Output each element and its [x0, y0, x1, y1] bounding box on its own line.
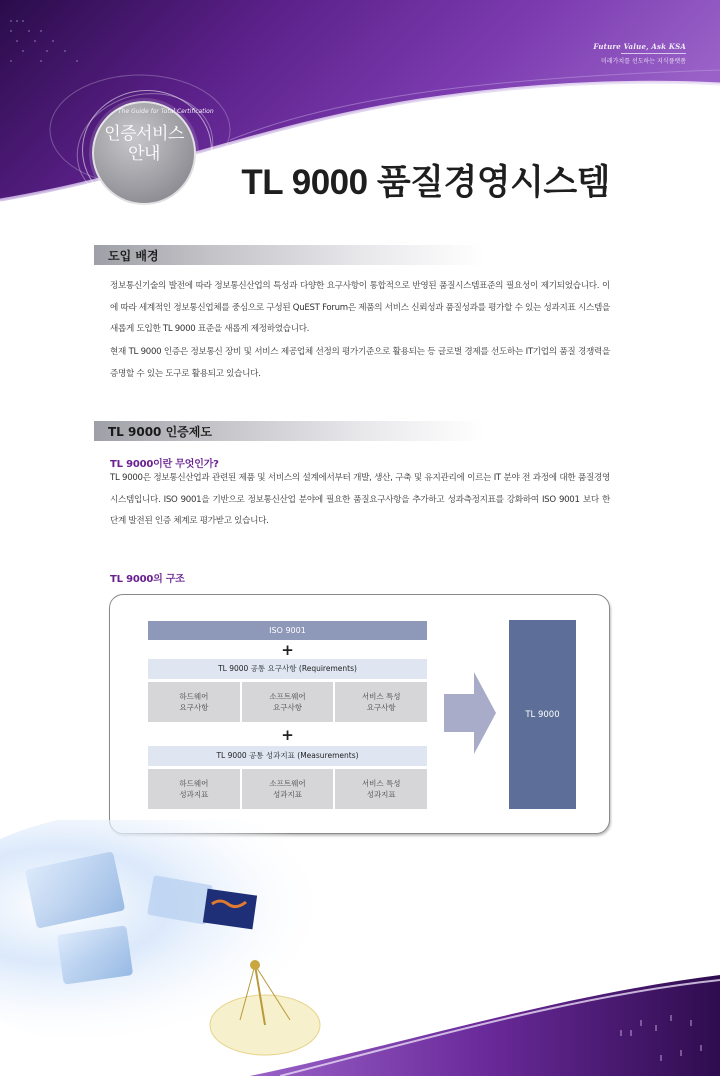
iso-9001-bar: ISO 9001 — [148, 621, 427, 640]
software-measurements-cell: 소프트웨어 성과지표 — [242, 769, 334, 809]
plus-sign: + — [281, 641, 294, 659]
right-arrow-icon — [444, 672, 496, 754]
badge-label — [92, 124, 196, 164]
brand-block — [593, 42, 686, 65]
requirements-cells — [148, 682, 427, 722]
intro-paragraph-2: 현재 TL 9000 인증은 정보통신 장비 및 서비스 제공업체 선정의 평가기준으로 활용되는 등 글로벌 경제를 선도하는 IT기업의 품질 경쟁력을 증명할 수 있는 도구로 활용되고 있습니다. — [110, 347, 610, 379]
question-title: TL 9000이란 무엇인가? — [110, 459, 219, 470]
service-badge — [86, 98, 214, 202]
software-requirements-cell: 소프트웨어 요구사항 — [242, 682, 334, 722]
section-heading-intro: 도입 배경 — [108, 249, 159, 263]
section-heading-certification: TL 9000 인증제도 — [108, 425, 212, 439]
structure-title: TL 9000의 구조 — [110, 574, 185, 585]
brand-divider — [621, 53, 686, 54]
definition-paragraph: TL 9000은 정보통신산업과 관련된 제품 및 서비스의 설계에서부터 개발, 생산, 구축 및 유지관리에 이르는 IT 분야 전 과정에 대한 품질경영시스템입니다. ISO 9001을 기반으로 정보통신산업 분야에 필요한 품질요구사항을 추가하고 성과측정지표를 강화하여 ISO 9001 보다 한 단계 발전된 인증 체계로 평가받고 있습니다. — [110, 473, 610, 526]
section-heading-background — [94, 245, 484, 265]
badge-line-1: 인증서비스 — [104, 124, 184, 144]
badge-arc-text: The Guide for Total Certification — [118, 108, 214, 115]
tl9000-result-box: TL 9000 — [509, 620, 576, 809]
brand-slogan: Future Value, Ask KSA — [593, 42, 686, 51]
measurements-cells — [148, 769, 427, 809]
hardware-requirements-cell: 하드웨어 요구사항 — [148, 682, 240, 722]
intro-paragraph-1: 정보통신기술의 발전에 따라 정보통신산업의 특성과 다양한 요구사항이 통합적으로 반영된 품질시스템표준의 필요성이 제기되었습니다. 이에 따라 세계적인 정보통신업체를 중심으로 구성된 QuEST Forum은 제품의 서비스 신뢰성과 품질성과를 평가할 수 있는 성과지표 시스템을 새롭게 도입한 TL 9000 표준을 새롭게 제정하였습니다. — [110, 281, 610, 334]
bottom-decoration — [0, 820, 720, 1076]
brand-tagline: 미래가치를 선도하는 지식플랫폼 — [601, 58, 686, 65]
hardware-measurements-cell: 하드웨어 성과지표 — [148, 769, 240, 809]
measurements-header: TL 9000 공통 성과지표 (Measurements) — [148, 746, 427, 766]
service-requirements-cell: 서비스 특성 요구사항 — [335, 682, 427, 722]
structure-diagram — [109, 594, 610, 834]
page-title: TL 9000 품질경영시스템 — [241, 163, 610, 202]
requirements-header: TL 9000 공통 요구사항 (Requirements) — [148, 659, 427, 679]
service-measurements-cell: 서비스 특성 성과지표 — [335, 769, 427, 809]
section-heading-background — [94, 421, 484, 441]
badge-line-2: 안내 — [128, 144, 160, 164]
plus-sign: + — [281, 726, 294, 744]
